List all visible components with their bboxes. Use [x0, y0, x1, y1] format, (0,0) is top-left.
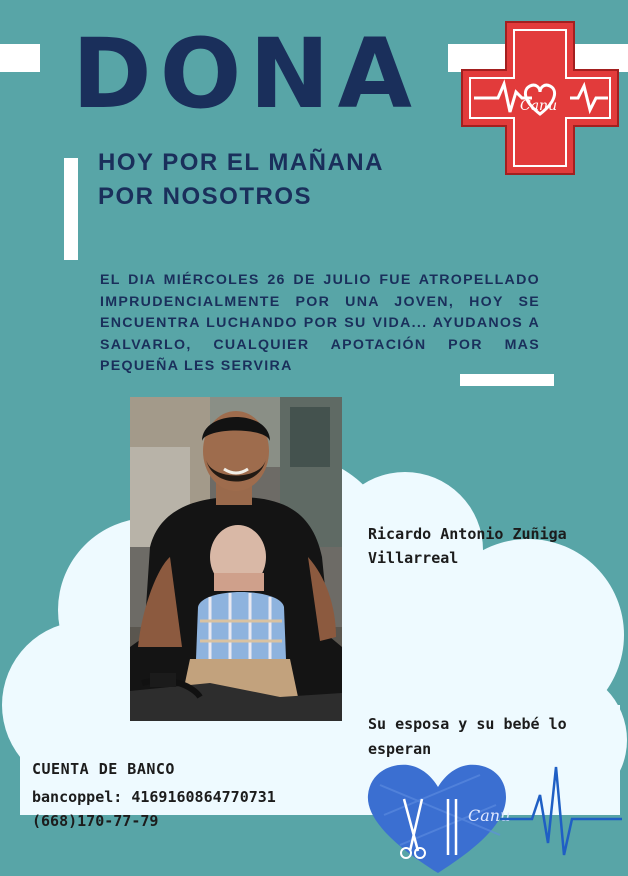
subtitle	[98, 146, 384, 214]
person-photo	[130, 397, 342, 721]
description-underline	[460, 374, 554, 386]
bank-phone: (668)170-77-79	[32, 812, 159, 830]
heart-logo-text: Canu	[468, 806, 511, 825]
red-cross-heartbeat-icon	[458, 18, 622, 178]
subtitle-line-1: HOY POR EL MAÑANA	[98, 149, 384, 176]
accent-vertical-bar	[64, 158, 78, 260]
bank-info	[32, 758, 276, 833]
subtitle-line-2: POR NOSOTROS	[98, 183, 313, 210]
bank-account: bancoppel: 4169160864770731	[32, 788, 276, 806]
description-text: EL DIA MIÉRCOLES 26 DE JULIO FUE ATROPELLADO IMPRUDENCIALMENTE POR UNA JOVEN, HOY SE ENCUENTRA LUCHANDO POR SU VIDA... AYUDANOS A SALVARLO, CUALQUIER APOTACIÓN POR MAS PEQUEÑA LES SERVIRA	[100, 272, 540, 375]
person-name: Ricardo Antonio Zuñiga Villarreal	[368, 525, 567, 567]
cross-logo-text: Canu	[520, 98, 558, 114]
poster-title: DONA	[72, 18, 420, 130]
blue-heart-medical-icon	[360, 755, 628, 876]
family-message: Su esposa y su bebé lo esperan	[368, 715, 567, 758]
bank-heading: CUENTA DE BANCO	[32, 760, 175, 778]
